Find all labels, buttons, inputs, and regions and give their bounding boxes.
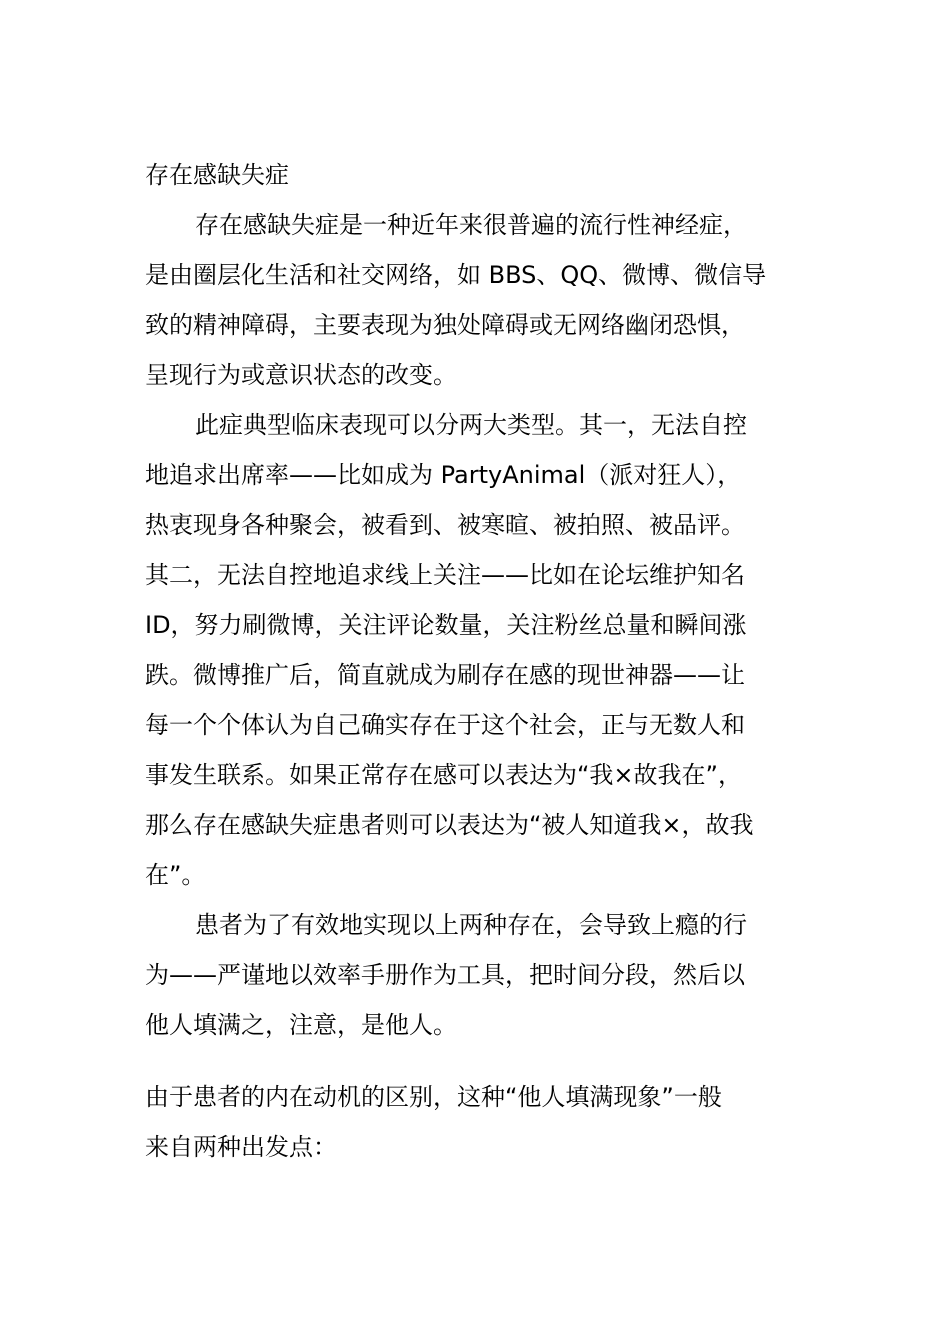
paragraph-line: 为——严谨地以效率手册作为工具，把时间分段，然后以: [145, 961, 745, 989]
section-spacer: [145, 1050, 810, 1072]
paragraph-line: 呈现行为或意识状态的改变。: [145, 361, 457, 389]
paragraph-line: 由于患者的内在动机的区别，这种“他人填满现象”一般: [145, 1083, 722, 1111]
paragraph-line: 跌。微博推广后，简直就成为刷存在感的现世神器——让: [145, 661, 745, 689]
paragraph-line: 热衷现身各种聚会，被看到、被寒暄、被拍照、被品评。: [145, 511, 745, 539]
paragraph-line: 此症典型临床表现可以分两大类型。其一，无法自控: [195, 411, 747, 439]
paragraph-line: 地追求出席率——比如成为 PartyAnimal（派对狂人），: [145, 461, 742, 489]
paragraph-3: [145, 900, 810, 1050]
document-page: [145, 150, 810, 1172]
paragraph-line: 是由圈层化生活和社交网络，如 BBS、QQ、微博、微信导: [145, 261, 767, 289]
paragraph-line: 在”。: [145, 861, 206, 889]
paragraph-line: 致的精神障碍，主要表现为独处障碍或无网络幽闭恐惧，: [145, 311, 745, 339]
paragraph-line: 事发生联系。如果正常存在感可以表达为“我×故我在”，: [145, 761, 742, 789]
paragraph-line: 其二，无法自控地追求线上关注——比如在论坛维护知名: [145, 561, 745, 589]
paragraph-line: 那么存在感缺失症患者则可以表达为“被人知道我×，故我: [145, 811, 754, 839]
paragraph-line: 存在感缺失症是一种近年来很普遍的流行性神经症，: [195, 211, 747, 239]
paragraph-line: 他人填满之，注意，是他人。: [145, 1011, 457, 1039]
paragraph-line: 来自两种出发点：: [145, 1133, 337, 1161]
paragraph-line: ID，努力刷微博，关注评论数量，关注粉丝总量和瞬间涨: [145, 611, 747, 639]
paragraph-line: 每一个个体认为自己确实存在于这个社会，正与无数人和: [145, 711, 745, 739]
document-title: 存在感缺失症: [145, 161, 289, 189]
paragraph-2: [145, 400, 810, 900]
paragraph-line: 患者为了有效地实现以上两种存在，会导致上瘾的行: [195, 911, 747, 939]
paragraph-1: [145, 200, 810, 400]
paragraph-4: [145, 1072, 810, 1172]
